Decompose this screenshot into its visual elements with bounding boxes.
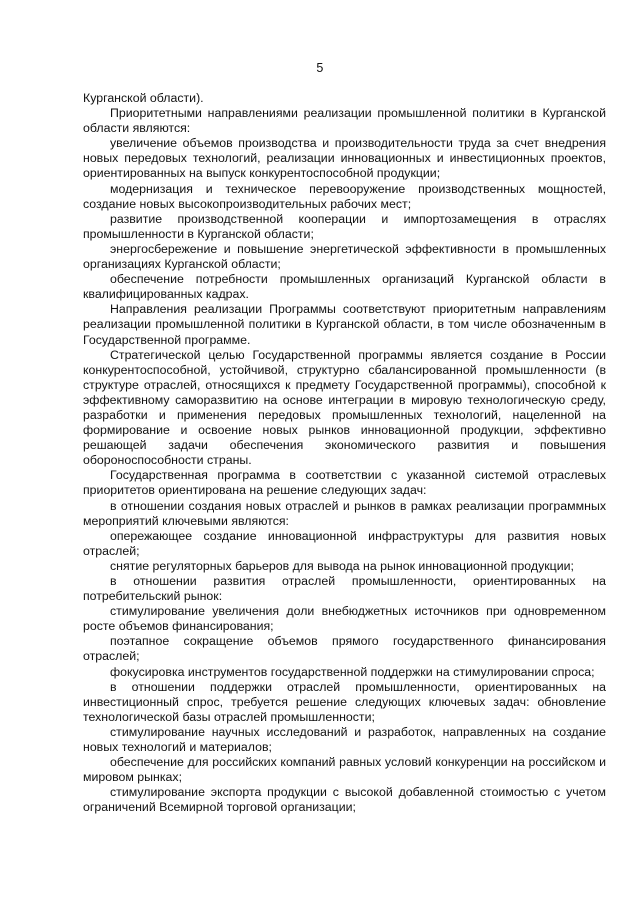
paragraph: в отношении развития отраслей промышленности, ориентированных на потребительский рынок: xyxy=(83,574,606,604)
paragraph: Стратегической целью Государственной программы является создание в России конкурентоспособной, устойчивой, структурно сбалансированной промышленности (в структуре отраслей, относящихся к предмету Государственной программы), способной к эффективному саморазвитию на основе интеграции в мировую технологическую среду, разработки и применения передовых промышленных технологий, нацеленной на формирование и освоение новых рынков инновационной продукции, эффективно решающей задачи обеспечения экономического развития и повышения обороноспособности страны. xyxy=(83,347,606,468)
paragraph: обеспечение потребности промышленных организаций Курганской области в квалифицированных кадрах. xyxy=(83,272,606,302)
paragraph: Приоритетными направлениями реализации промышленной политики в Курганской области являются: xyxy=(83,106,606,136)
paragraph: модернизация и техническое перевооружение производственных мощностей, создание новых высокопроизводительных рабочих мест; xyxy=(83,181,606,211)
paragraph: энергосбережение и повышение энергетической эффективности в промышленных организациях Курганской области; xyxy=(83,241,606,272)
page-number: 5 xyxy=(316,61,324,75)
paragraph: опережающее создание инновационной инфраструктуры для развития новых отраслей; xyxy=(83,528,606,558)
paragraph: снятие регуляторных барьеров для вывода на рынок инновационной продукции; xyxy=(110,558,574,573)
paragraph: стимулирование увеличения доли внебюджетных источников при одновременном росте объемов финансирования; xyxy=(83,604,606,634)
paragraph: стимулирование научных исследований и разработок, направленных на создание новых технологий и материалов; xyxy=(83,724,606,755)
paragraph: поэтапное сокращение объемов прямого государственного финансирования отраслей; xyxy=(83,634,606,664)
paragraph: фокусировка инструментов государственной поддержки на стимулировании спроса; xyxy=(110,664,595,679)
paragraph: стимулирование экспорта продукции с высокой добавленной стоимостью с учетом ограничений Всемирной торговой организации; xyxy=(83,785,606,815)
paragraph: обеспечение для российских компаний равных условий конкуренции на российском и мировом рынках; xyxy=(83,755,606,785)
paragraph: развитие производственной кооперации и импортозамещения в отраслях промышленности в Курганской области; xyxy=(83,211,606,241)
paragraph: в отношении поддержки отраслей промышленности, ориентированных на инвестиционный спрос, требуется решение следующих ключевых задач: обновление технологической базы отраслей промышленности; xyxy=(83,679,606,724)
paragraph: увеличение объемов производства и производительности труда за счет внедрения новых передовых технологий, реализации инновационных и инвестиционных проектов, ориентированных на выпуск конкурентоспособной продукции; xyxy=(83,136,606,181)
paragraph: Курганской области). xyxy=(83,91,204,105)
paragraph: в отношении создания новых отраслей и рынков в рамках реализации программных мероприятий ключевыми являются: xyxy=(83,498,606,528)
paragraph: Государственная программа в соответствии с указанной системой отраслевых приоритетов ориентирована на решение следующих задач: xyxy=(83,468,606,498)
paragraph: Направления реализации Программы соответствуют приоритетным направлениям реализации промышленной политики в Курганской области, в том числе обозначенным в Государственной программе. xyxy=(83,302,606,347)
document-body xyxy=(83,91,606,816)
